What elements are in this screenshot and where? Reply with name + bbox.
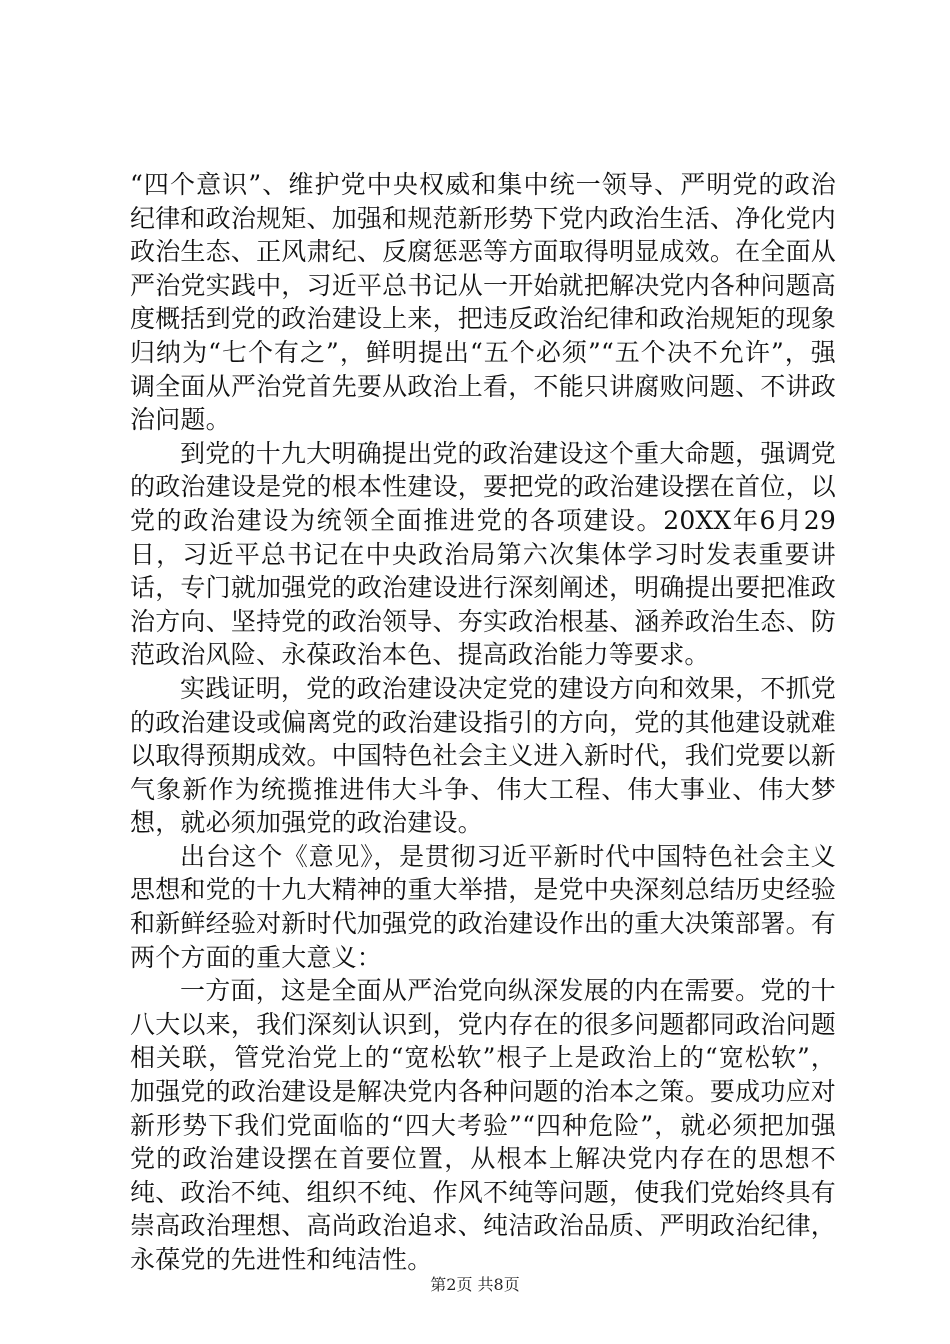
paragraph: 到党的十九大明确提出党的政治建设这个重大命题，强调党的政治建设是党的根本性建设，要把党的政治建设摆在首位，以党的政治建设为统领全面推进党的各项建设。20XX年6月29日，习近平总书记在中央政治局第六次集体学习时发表重要讲话，专门就加强党的政治建设进行深刻阐述，明确提出要把准政治方向、坚持党的政治领导、夯实政治根基、涵养政治生态、防范政治风险、永葆政治本色、提高政治能力等要求。 bbox=[130, 438, 836, 670]
paragraph-continued: “四个意识”、维护党中央权威和集中统一领导、严明党的政治纪律和政治规矩、加强和规范新形势下党内政治生活、净化党内政治生态、正风肃纪、反腐惩恶等方面取得明显成效。在全面从严治党实践中，习近平总书记从一开始就把解决党内各种问题高度概括到党的政治建设上来，把违反政治纪律和政治规矩的现象归纳为“七个有之”，鲜明提出“五个必须”“五个决不允许”，强调全面从严治党首先要从政治上看，不能只讲腐败问题、不讲政治问题。 bbox=[130, 170, 836, 435]
paragraph: 一方面，这是全面从严治党向纵深发展的内在需要。党的十八大以来，我们深刻认识到，党内存在的很多问题都同政治问题相关联，管党治党上的“宽松软”根子上是政治上的“宽松软”，加强党的政治建设是解决党内各种问题的治本之策。要成功应对新形势下我们党面临的“四大考验”“四种危险”，就必须把加强党的政治建设摆在首要位置，从根本上解决党内存在的思想不纯、政治不纯、组织不纯、作风不纯等问题，使我们党始终具有崇高政治理想、高尚政治追求、纯洁政治品质、严明政治纪律，永葆党的先进性和纯洁性。 bbox=[130, 976, 836, 1274]
document-body bbox=[130, 168, 836, 1277]
paragraph: 实践证明，党的政治建设决定党的建设方向和效果，不抓党的政治建设或偏离党的政治建设指引的方向，党的其他建设就难以取得预期成效。中国特色社会主义进入新时代，我们党要以新气象新作为统揽推进伟大斗争、伟大工程、伟大事业、伟大梦想，就必须加强党的政治建设。 bbox=[130, 673, 836, 838]
page-number-footer: 第2页 共8页 bbox=[430, 1275, 520, 1294]
paragraph: 出台这个《意见》，是贯彻习近平新时代中国特色社会主义思想和党的十九大精神的重大举措，是党中央深刻总结历史经验和新鲜经验对新时代加强党的政治建设作出的重大决策部署。有两个方面的重大意义： bbox=[130, 841, 836, 972]
